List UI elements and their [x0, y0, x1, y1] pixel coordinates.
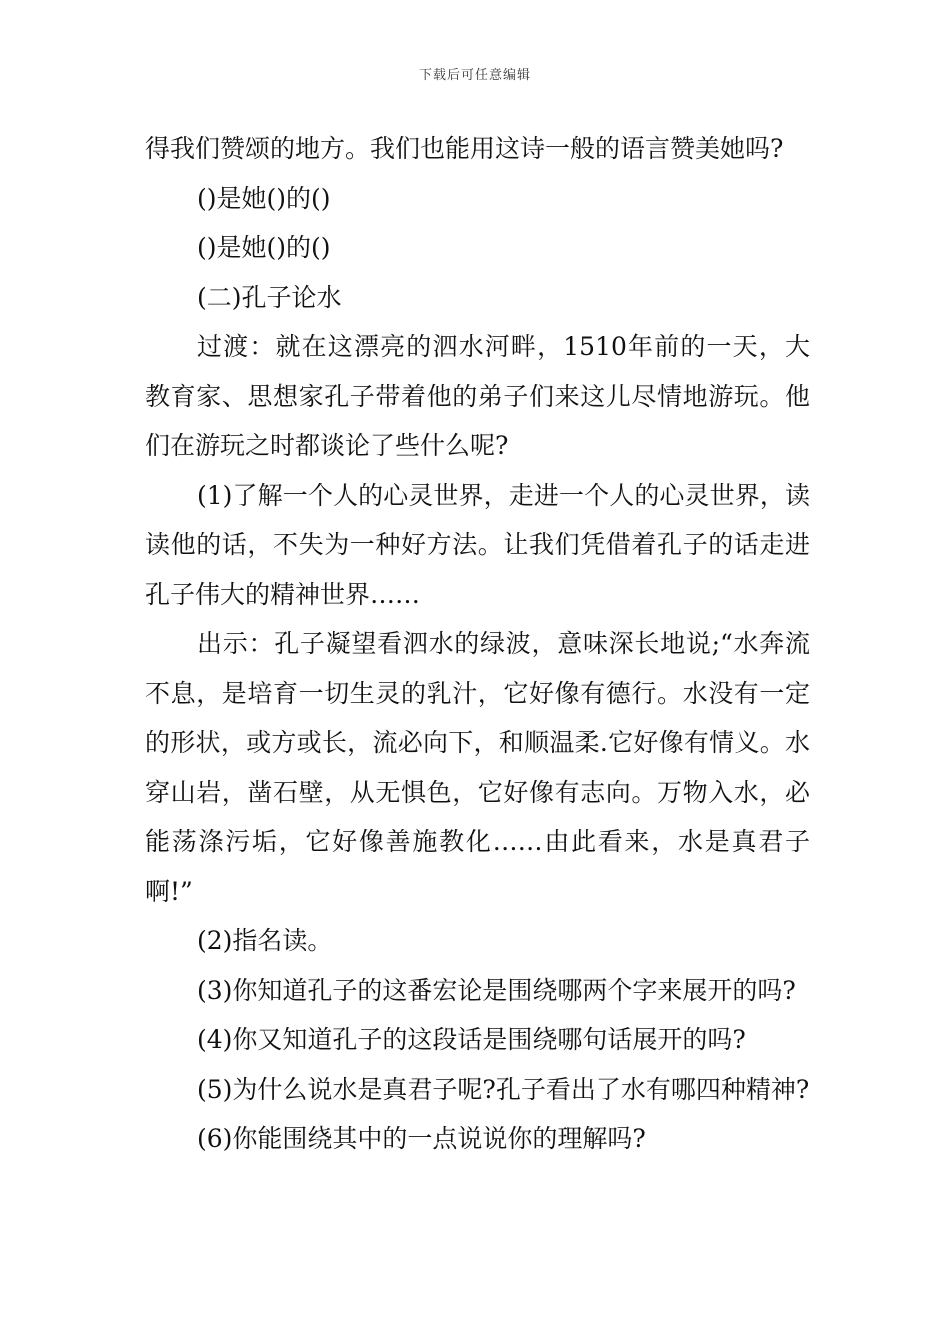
paragraph: (5)为什么说水是真君子呢?孔子看出了水有哪四种精神?	[197, 1074, 810, 1104]
paragraph: (2)指名读。	[197, 926, 333, 955]
paragraph: (1)了解一个人的心灵世界，走进一个人的心灵世界，读读他的话，不失为一种好方法。让我们凭借着孔子的话走进孔子伟大的精神世界……	[145, 480, 810, 609]
paragraph: ()是她()的()	[197, 233, 331, 262]
section-heading: (二)孔子论水	[197, 282, 342, 312]
document-body	[145, 124, 810, 1164]
paragraph: 过渡：就在这漂亮的泗水河畔，1510年前的一天，大教育家、思想家孔子带着他的弟子们来这儿尽情地游玩。他们在游玩之时都谈论了些什么呢?	[145, 332, 810, 460]
paragraph: (6)你能围绕其中的一点说说你的理解吗?	[197, 1124, 646, 1153]
paragraph: 出示：孔子凝望看泗水的绿波，意味深长地说;“水奔流不息，是培育一切生灵的乳汁，它好像有德行。水没有一定的形状，或方或长，流必向下，和顺温柔.它好像有情义。水穿山岩，凿石壁，从无惧色，它好像有志向。万物入水，必能荡涤污垢，它好像善施教化……由此看来，水是真君子啊!”	[145, 629, 810, 906]
page-header: 下载后可任意编辑	[418, 68, 531, 83]
paragraph: 得我们赞颂的地方。我们也能用这诗一般的语言赞美她吗?	[145, 134, 784, 163]
paragraph: (3)你知道孔子的这番宏论是围绕哪两个字来展开的吗?	[197, 975, 796, 1005]
paragraph: (4)你又知道孔子的这段话是围绕哪句话展开的吗?	[197, 1025, 746, 1054]
paragraph: ()是她()的()	[197, 183, 331, 213]
